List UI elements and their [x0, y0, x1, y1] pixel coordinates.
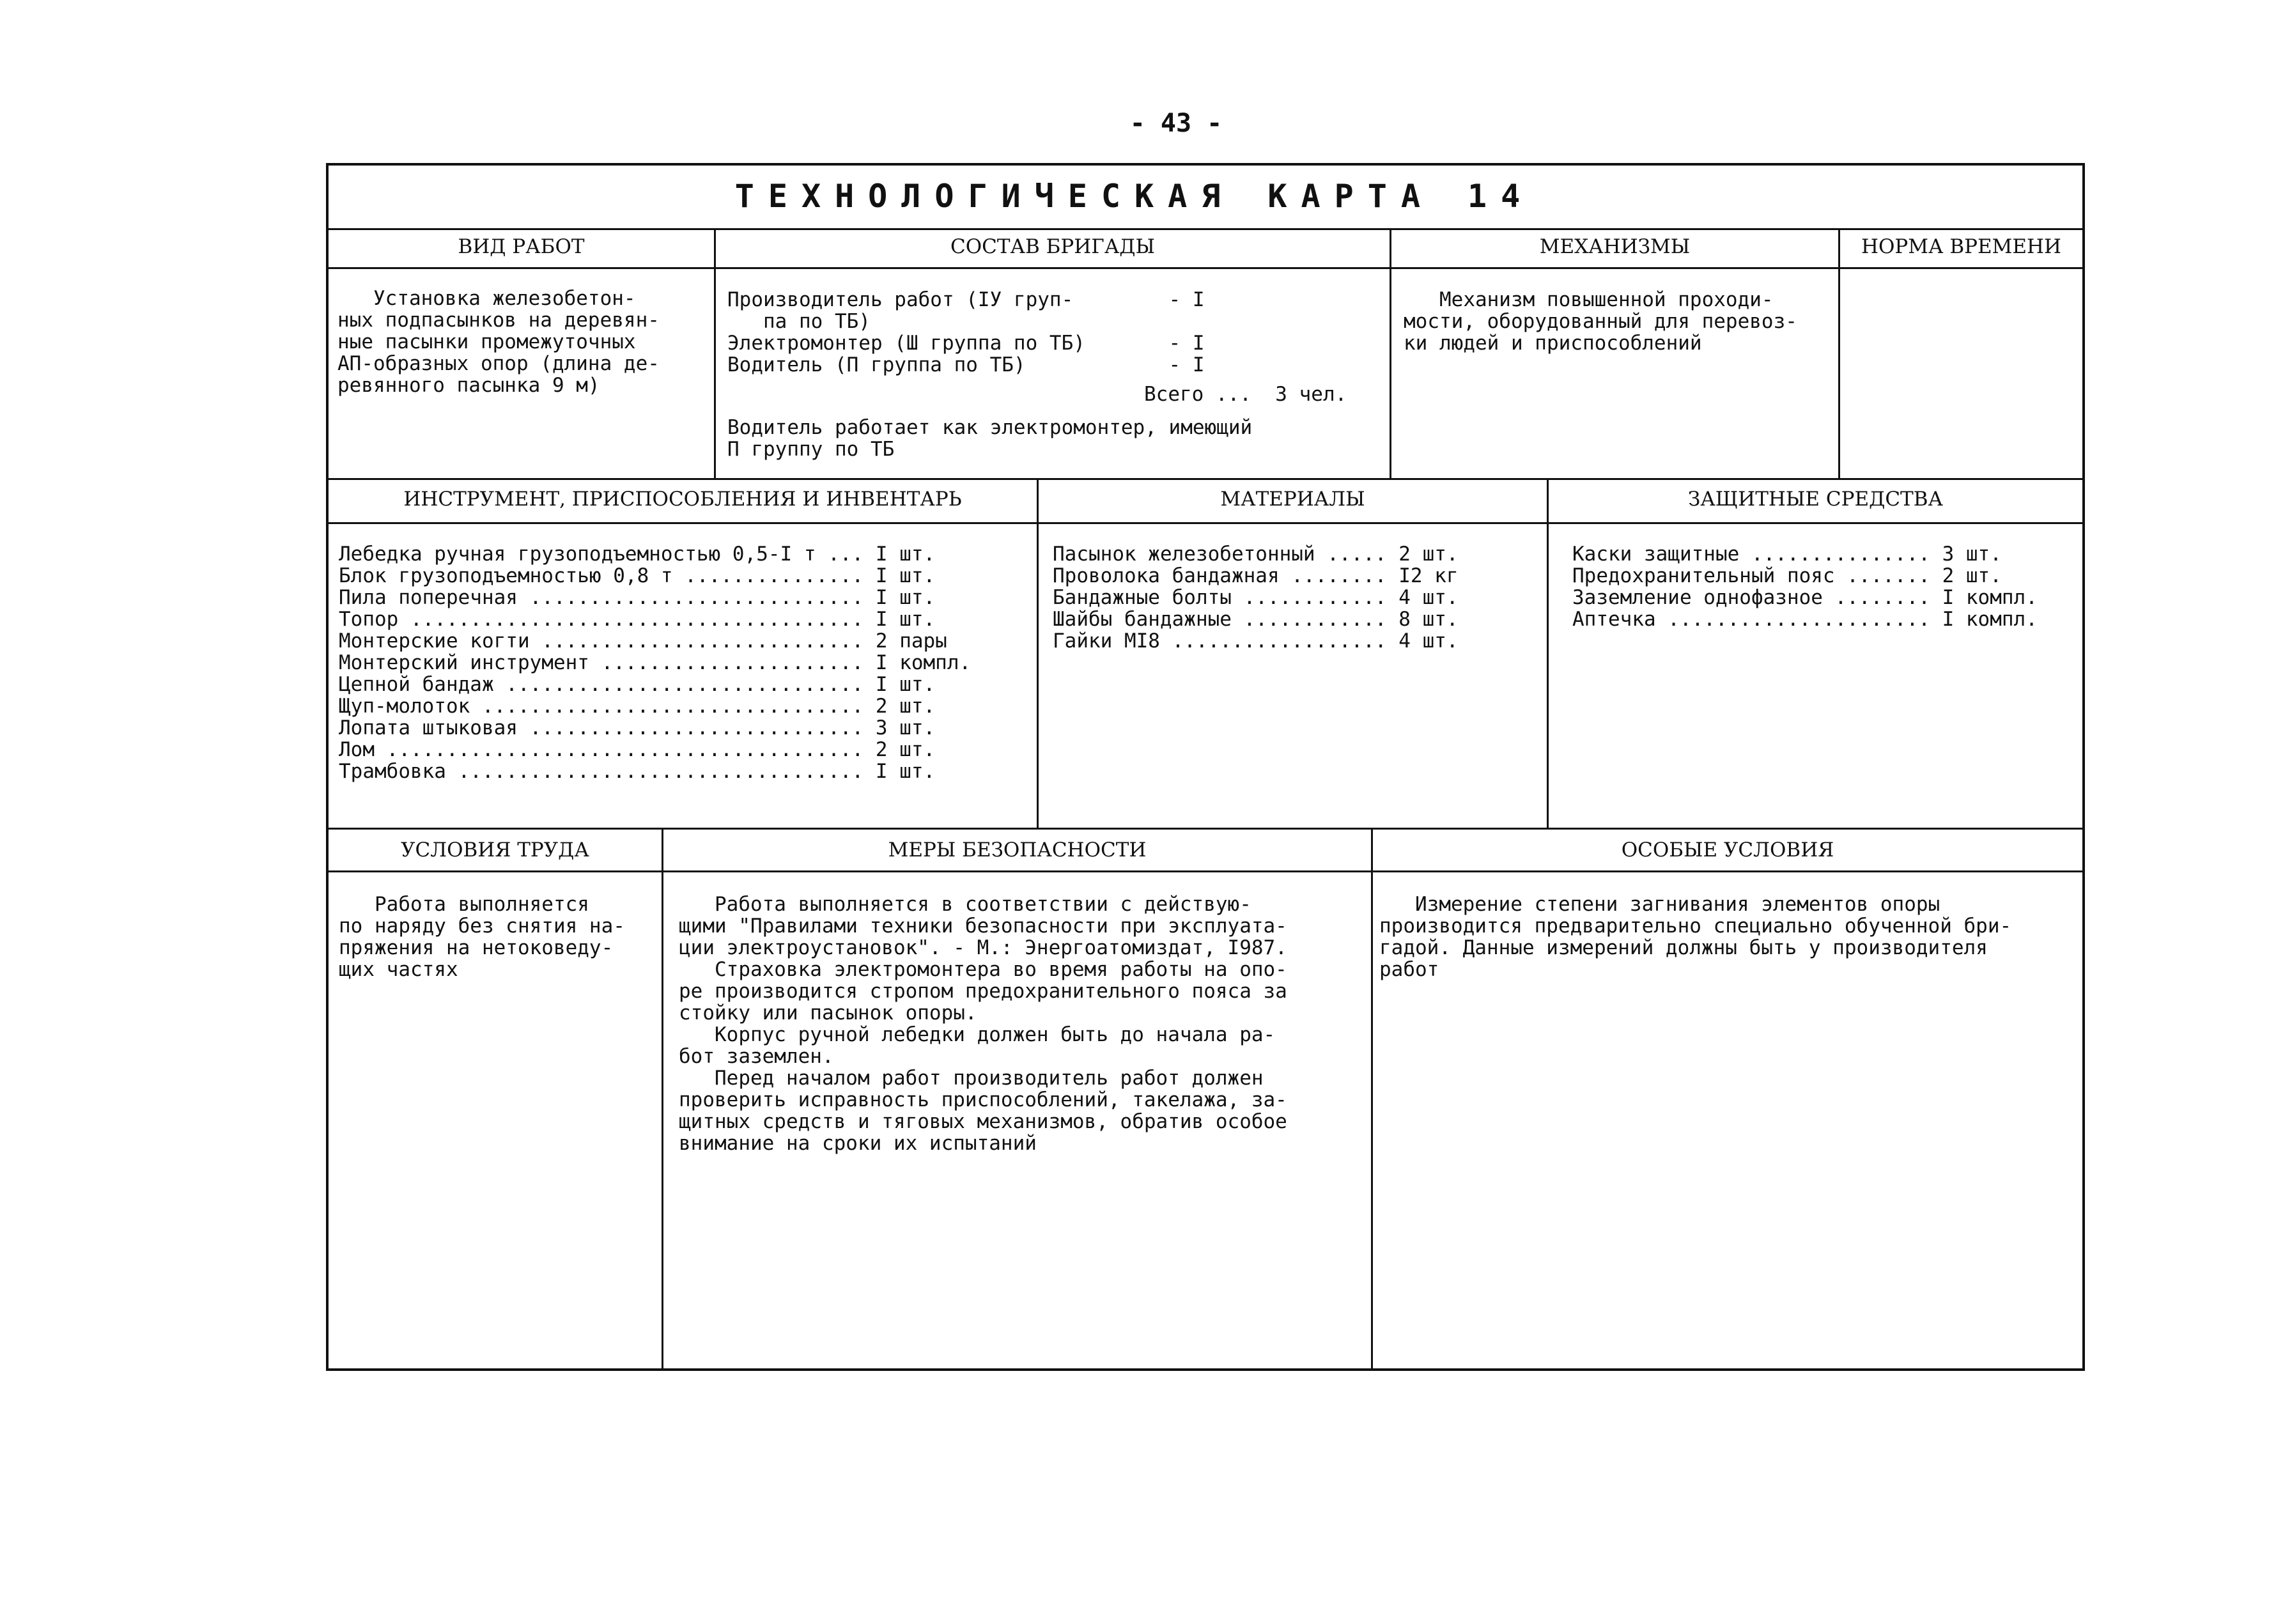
list-item: Заземление однофазное ........ I компл. [1572, 586, 2038, 609]
crew-line: па по ТБ) [727, 310, 871, 333]
header-crew: СОСТАВ БРИГАДЫ [950, 235, 1156, 258]
header-conditions: УСЛОВИЯ ТРУДА [401, 839, 589, 862]
header-work-type: ВИД РАБОТ [458, 235, 585, 258]
list-item: Шайбы бандажные ............ 8 шт. [1053, 608, 1459, 631]
list-item: Бандажные болты ............ 4 шт. [1053, 586, 1459, 609]
list-item: Лебедка ручная грузоподъемностью 0,5-I т ... I шт. [339, 543, 936, 566]
list-item: Топор ...................................... I шт. [339, 608, 936, 631]
crew-total: Всего ... 3 чел. [1144, 383, 1347, 406]
conditions-text: Работа выполняется по наряду без снятия на- пряжения на нетоковеду- щих частях [339, 893, 625, 981]
list-item: Трамбовка .................................. I шт. [339, 760, 936, 783]
list-item: Аптечка ...................... I компл. [1572, 608, 2038, 631]
list-item: Лом ........................................ 2 шт. [339, 738, 936, 761]
card-title [0, 178, 2269, 215]
header-materials: МАТЕРИАЛЫ [1220, 488, 1365, 511]
header-tools: ИНСТРУМЕНТ, ПРИСПОСОБЛЕНИЯ И ИНВЕНТАРЬ [403, 488, 962, 511]
list-item: Монтерские когти ........................... 2 пары [339, 630, 947, 653]
mechanisms-description: Механизм повышенной проходи- мости, оборудованный для перевоз- ки людей и приспособлений [1404, 288, 1797, 355]
crew-line: Электромонтер (Ш группа по ТБ) - I [727, 332, 1205, 355]
list-item: Проволока бандажная ........ I2 кг [1053, 564, 1459, 587]
work-type-description: Установка железобетон- ных подпасынков на деревян- ные пасынки промежуточных АП-образных опор (длина де- ревянного пасынка 9 м) [337, 287, 660, 397]
header-mechanisms: МЕХАНИЗМЫ [1539, 235, 1691, 258]
list-item: Предохранительный пояс ....... 2 шт. [1572, 564, 2002, 587]
list-item: Пила поперечная ............................ I шт. [339, 586, 936, 609]
list-item: Монтерский инструмент ...................... I компл. [339, 651, 972, 674]
special-text: Измерение степени загнивания элементов опоры производится предварительно специально обученной бри- гадой. Данные измерений должны быть у производителя работ [1379, 893, 2012, 981]
header-special: ОСОБЫЕ УСЛОВИЯ [1621, 839, 1834, 862]
list-item: Пасынок железобетонный ..... 2 шт. [1053, 543, 1459, 566]
crew-line: Водитель (П группа по ТБ) - I [727, 353, 1205, 376]
list-item: Гайки МI8 .................. 4 шт. [1053, 630, 1459, 653]
list-item: Лопата штыковая ............................ 3 шт. [339, 716, 936, 739]
list-item: Блок грузоподъемностью 0,8 т ............... I шт. [339, 564, 936, 587]
crew-note: Водитель работает как электромонтер, имеющий П группу по ТБ [727, 416, 1253, 461]
list-item: Цепной бандаж .............................. I шт. [339, 673, 936, 696]
header-safety: МЕРЫ БЕЗОПАСНОСТИ [888, 839, 1147, 862]
page-number: - 43 - [1129, 109, 1223, 138]
crew-line: Производитель работ (IУ груп- - I [727, 288, 1205, 311]
list-item: Щуп-молоток ................................ 2 шт. [339, 695, 936, 718]
safety-text: Работа выполняется в соответствии с действую- щими "Правилами техники безопасности при эксплуата- ции электроустановок". - М.: Энергоатомиздат, I987. Страховка электромонтера во время работы на опо- ре производится стропом предохранительного пояса за стойку или пасынок опоры. Корпус ручной лебедки должен быть до начала ра- бот заземлен. Перед началом работ производитель работ должен проверить исправность приспособлений, такелажа, за- щитных средств и тяговых механизмов, обратив особое внимание на сроки их испытаний [679, 893, 1287, 1155]
header-time-norm: НОРМА ВРЕМЕНИ [1861, 235, 2062, 258]
list-item: Каски защитные ............... 3 шт. [1572, 543, 2002, 566]
card-title-text: ТЕХНОЛОГИЧЕСКАЯ КАРТА 14 [734, 178, 1535, 215]
header-protection: ЗАЩИТНЫЕ СРЕДСТВА [1688, 488, 1943, 511]
